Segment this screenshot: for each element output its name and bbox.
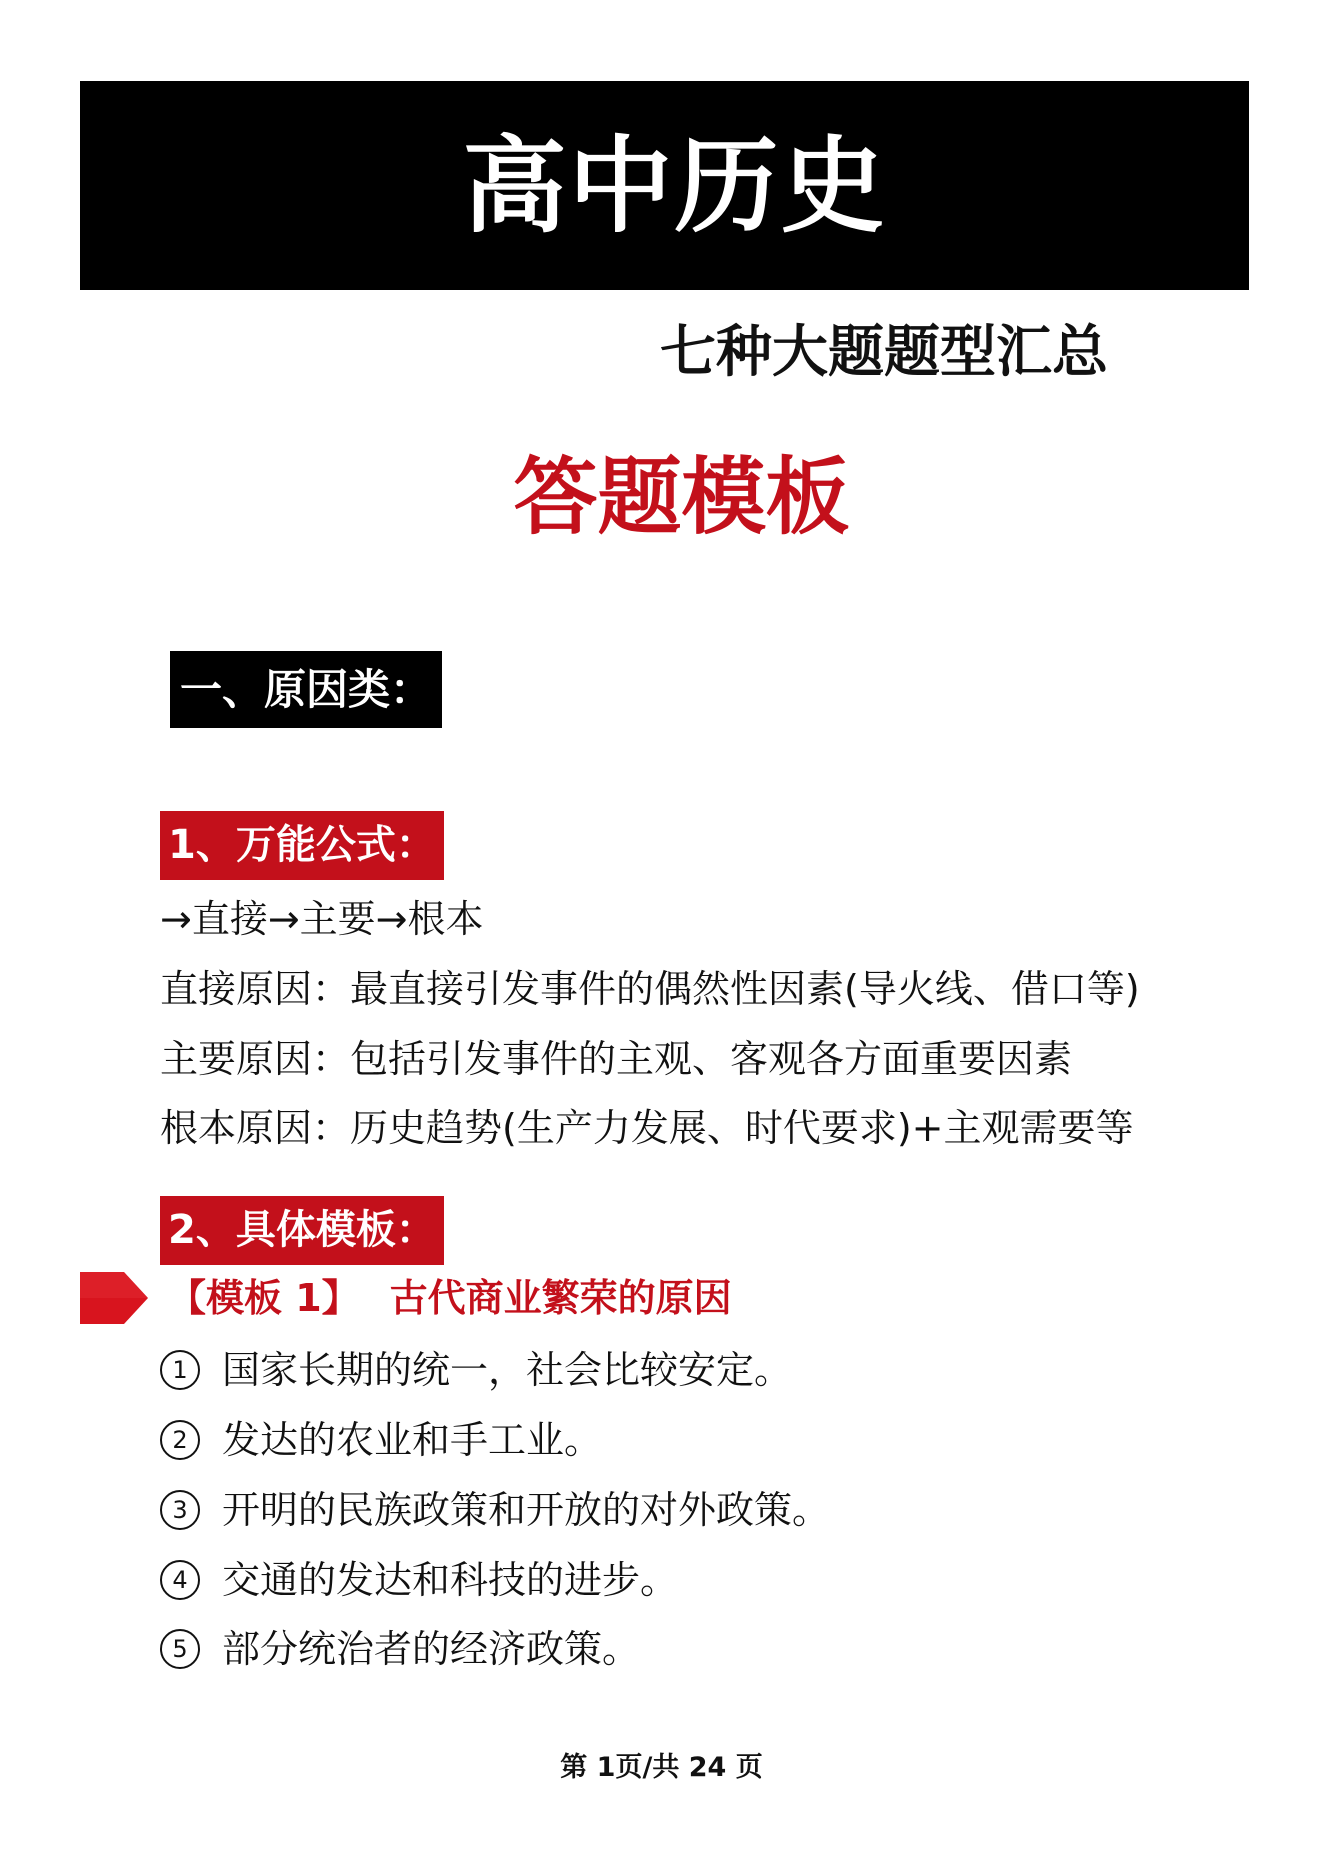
list-item-text: 交通的发达和科技的进步。 — [222, 1558, 679, 1602]
list-item — [160, 1490, 830, 1530]
template-heading: 2、具体模板： — [160, 1196, 444, 1265]
circled-number: 2 — [160, 1420, 200, 1460]
list-item-text: 发达的农业和手工业。 — [222, 1418, 603, 1462]
title-banner — [80, 81, 1249, 290]
list-item-text: 国家长期的统一，社会比较安定。 — [222, 1348, 793, 1392]
template-tag: 【模板 1】 — [168, 1276, 360, 1320]
list-item — [160, 1420, 602, 1460]
circled-number: 3 — [160, 1490, 200, 1530]
reason-direct: 直接原因：最直接引发事件的偶然性因素(导火线、借口等) — [160, 967, 1140, 1011]
circled-number: 4 — [160, 1560, 200, 1600]
template-title — [168, 1276, 732, 1320]
circled-number: 1 — [160, 1350, 200, 1390]
red-arrow-tag-icon — [80, 1268, 148, 1328]
circled-number: 5 — [160, 1629, 200, 1669]
main-heading: 答题模板 — [513, 448, 850, 546]
list-item-text: 开明的民族政策和开放的对外政策。 — [222, 1488, 831, 1532]
template-name: 古代商业繁荣的原因 — [389, 1276, 732, 1320]
formula-line: →直接→主要→根本 — [160, 897, 484, 941]
page-number-footer: 第 1页/共 24 页 — [560, 1752, 763, 1783]
section-heading-causes: 一、原因类： — [170, 651, 442, 728]
list-item — [160, 1350, 792, 1390]
reason-fundamental: 根本原因：历史趋势(生产力发展、时代要求)+主观需要等 — [160, 1106, 1134, 1150]
list-item — [160, 1560, 678, 1600]
page-subtitle: 七种大题题型汇总 — [660, 320, 1108, 385]
list-item-text: 部分统治者的经济政策。 — [222, 1627, 641, 1671]
list-item — [160, 1629, 640, 1669]
reason-main: 主要原因：包括引发事件的主观、客观各方面重要因素 — [160, 1037, 1073, 1081]
formula-heading: 1、万能公式： — [160, 811, 444, 880]
page-title: 高中历史 — [462, 124, 887, 247]
